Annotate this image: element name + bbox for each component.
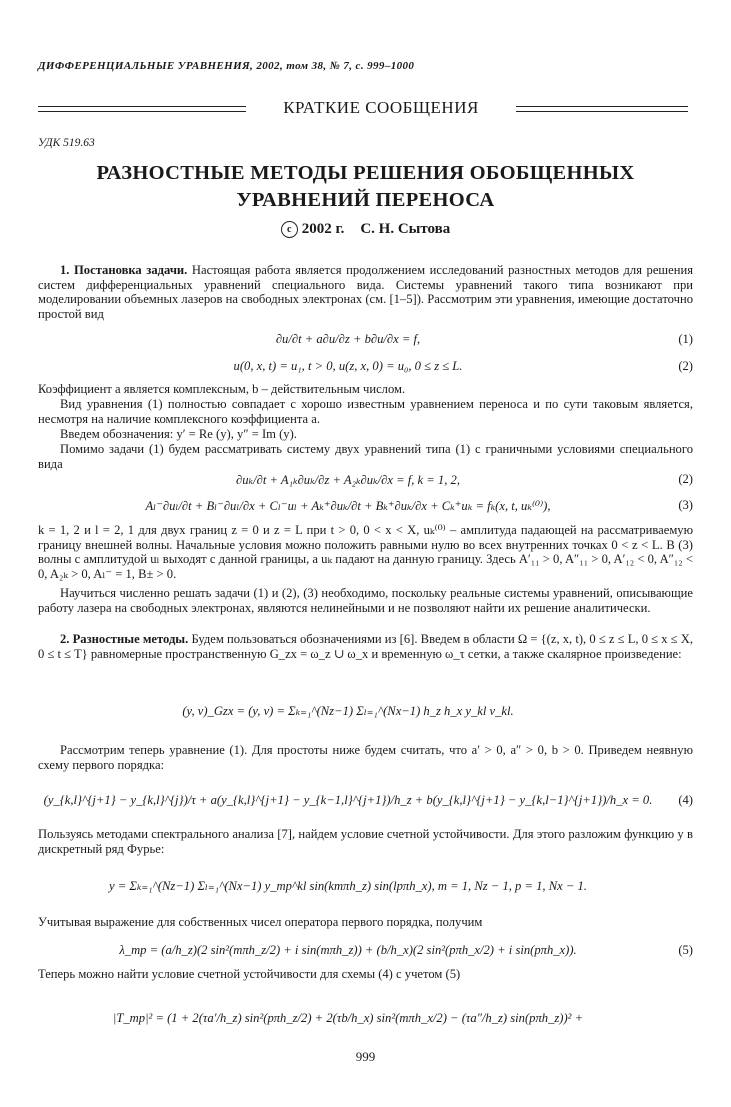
udk-code: УДК 519.63 (38, 137, 95, 149)
equation-2-body: u(0, x, t) = u₁, t > 0, u(z, x, 0) = u₀, 0 ≤ z ≤ L. (233, 359, 463, 373)
equation-5-body: (y, v)_Gzx = (y, v) = Σₖ₌₁^(Nz−1) Σₗ₌₁^(Nx−1) h_z h_x y_kl v_kl. (182, 704, 514, 718)
equation-4-number: (3) (678, 498, 693, 512)
title-line-2: УРАВНЕНИЙ ПЕРЕНОСА (236, 189, 495, 211)
year: 2002 г. (301, 221, 345, 237)
paragraph-6: k = 1, 2 и l = 2, 1 для двух границ z = 0 и z = L при t > 0, 0 < x < X, uₖ⁽⁰⁾ – амплитуда падающей на рассматриваемую границу внешней волны. Начальные условия можно положить равными нулю во всех внутренних точках 0 < z < L. В (3) волны с амплитудой uₗ выходят с данной границы, а uₖ падают на данную границу. Здесь A′₁₁ > 0, A″₁₁ > 0, A′₁₂ < 0, A″₁₂ < 0, A₂ₖ > 0, Aₗ⁻ = 1, B± > 0. (38, 523, 693, 581)
equation-6-body: (y_{k,l}^{j+1} − y_{k,l}^{j})/τ + a(y_{k,l}^{j+1} − y_{k−1,l}^{j+1})/h_z + b(y_{k,l}^{j+1} − y_{k,l−1}^{j+1})/h_x = 0. (43, 793, 653, 807)
paragraph-12: Теперь можно найти условие счетной устойчивости для схемы (4) с учетом (5) (38, 967, 461, 981)
equation-3-number: (2) (678, 472, 693, 486)
journal-header: ДИФФЕРЕНЦИАЛЬНЫЕ УРАВНЕНИЯ, 2002, том 38, № 7, с. 999–1000 (38, 60, 415, 72)
equation-2-number: (2) (678, 359, 693, 373)
paragraph-2: Коэффициент a является комплексным, b – действительным числом. (38, 382, 406, 396)
paragraph-11: Учитывая выражение для собственных чисел оператора первого порядка, получим (38, 915, 483, 929)
equation-8-number: (5) (678, 943, 693, 957)
double-rule-left (38, 106, 246, 112)
article-title (38, 160, 693, 214)
section-label: КРАТКИЕ СООБЩЕНИЯ (283, 98, 479, 117)
author-name: С. Н. Сытова (360, 221, 451, 237)
double-rule-right (516, 106, 688, 112)
paragraph-1-text: Настоящая работа является продолжением исследований разностных методов для решения систем дифференциальных уравнений специального вида. Системы уравнений такого типа возникают при моделировании объемных лазеров на свободных электронах (см. [1–5]). Рассмотрим эти уравнения, имеющие достаточно простой вид (38, 263, 693, 321)
paragraph-5: Помимо задачи (1) будем рассматривать систему двух уравнений типа (1) с граничными условиями специального вида (38, 442, 693, 471)
paragraph-10: Пользуясь методами спектрального анализа [7], найдем условие счетной устойчивости. Для этого разложим функцию y в дискретный ряд Фурье: (38, 827, 693, 856)
equation-4-body: Aₗ⁻∂uₗ/∂t + Bₗ⁻∂uₗ/∂x + Cₗ⁻uₗ + Aₖ⁺∂uₖ/∂t + Bₖ⁺∂uₖ/∂x + Cₖ⁺uₖ = fₖ(x, t, uₖ⁽⁰⁾), (145, 499, 551, 513)
equation-1-number: (1) (678, 332, 693, 346)
equation-3-body: ∂uₖ/∂t + A₁ₖ∂uₖ/∂z + A₂ₖ∂uₖ/∂x = f, k = 1, 2, (236, 473, 460, 487)
equation-6-number: (4) (678, 793, 693, 807)
title-line-1: РАЗНОСТНЫЕ МЕТОДЫ РЕШЕНИЯ ОБОБЩЕННЫХ (96, 162, 635, 184)
equation-1-body: ∂u/∂t + a∂u/∂z + b∂u/∂x = f, (275, 332, 421, 346)
paragraph-8-text: Будем пользоваться обозначениями из [6]. Введем в области Ω = {(z, x, t), 0 ≤ z ≤ L, 0 ≤ x ≤ X, 0 ≤ t ≤ T} равномерные пространственную G_zx = ω_z ∪ ω_x и временную ω_τ сетки, а также скалярное произведение: (38, 632, 693, 661)
section-heading (38, 98, 688, 120)
equation-7-body: y = Σₖ₌₁^(Nz−1) Σₗ₌₁^(Nx−1) y_mp^kl sin(kmπh_z) sin(lpπh_x), m = 1, Nz − 1, p = 1, Nx − 1. (109, 879, 587, 893)
page-number: 999 (355, 1049, 376, 1064)
section-2-heading: 2. Разностные методы. (60, 632, 189, 646)
equation-8-body: λ_mp = (a/h_z)(2 sin²(mπh_z/2) + i sin(mπh_z)) + (b/h_x)(2 sin²(pπh_x/2) + i sin(pπh_x)). (119, 943, 577, 957)
paragraph-3: Вид уравнения (1) полностью совпадает с хорошо известным уравнением переноса и по сути таковым является, несмотря на наличие комплексного коэффициента a. (38, 397, 693, 426)
author-line (38, 221, 693, 238)
paragraph-8 (38, 632, 693, 661)
equation-9-body: |T_mp|² = (1 + 2(τa′/h_z) sin²(pπh_z/2) + 2(τb/h_x) sin²(mπh_x/2) − (τa″/h_z) sin(pπh_z))² + (112, 1011, 584, 1025)
copyright-mark: c (281, 221, 298, 238)
paragraph-7: Научиться численно решать задачи (1) и (2), (3) необходимо, поскольку реальные системы уравнений, описывающие работу лазера на свободных электронах, являются нелинейными и не позволяют найти их решение аналитически. (38, 586, 693, 615)
section-1-heading: 1. Постановка задачи. (60, 263, 188, 277)
paragraph-4: Введем обозначения: y′ = Re (y), y″ = Im (y). (60, 427, 297, 441)
paragraph-9: Рассмотрим теперь уравнение (1). Для простоты ниже будем считать, что a′ > 0, a″ > 0, b > 0. Приведем неявную схему первого порядка: (38, 743, 693, 772)
paragraph-1 (38, 263, 693, 321)
